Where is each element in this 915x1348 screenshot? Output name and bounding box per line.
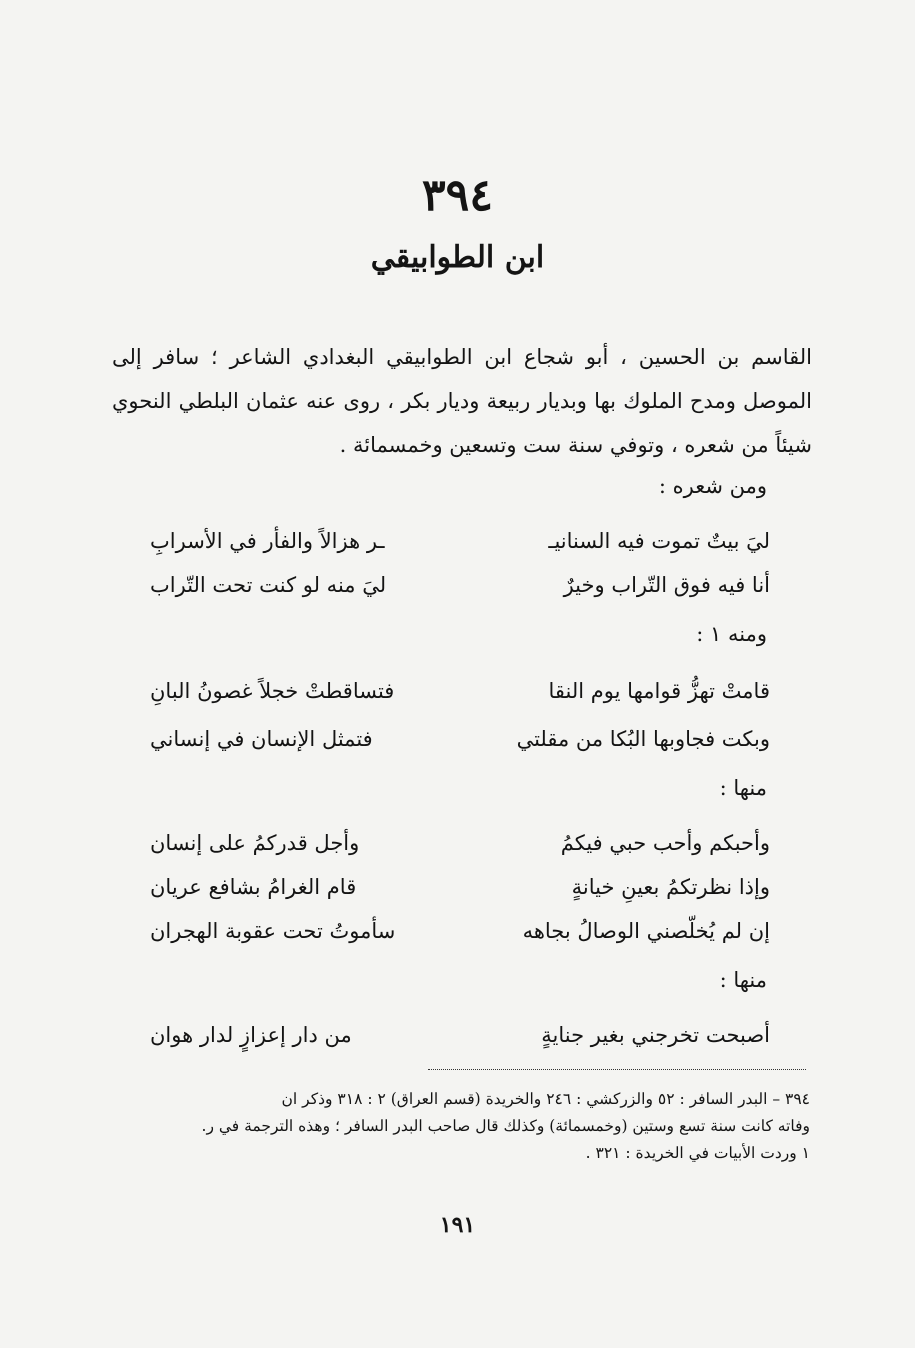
verse-first-hemistich: وأحبكم وأحب حبي فيكمُ [560,831,770,855]
footnote-separator [428,1069,806,1070]
verse-second-hemistich: قام الغرامُ بشافع عريان [150,875,357,899]
verse-first-hemistich: وإذا نظرتكمُ بعينِ خيانةٍ [571,875,770,899]
verse-second-hemistich: فتمثل الإنسان في إنساني [150,727,373,751]
poem-intro-label: منها : [719,776,767,800]
verse-first-hemistich: أنا فيه فوق التّراب وخيرٌ [563,573,770,597]
verse-first-hemistich: وبكت فجاوبها البُكا من مقلتي [516,727,770,751]
verse-line [150,518,770,564]
verse-line [150,820,770,866]
verse-second-hemistich: فتساقطتْ خجلاً غصونُ البانِ [150,679,395,703]
verse-line [150,668,770,714]
verse-line [150,562,770,608]
poem-intro-label: منها : [719,968,767,992]
verse-second-hemistich: ليَ منه لو كنت تحت التّراب [150,573,387,597]
verse-second-hemistich: من دار إعزازٍ لدار هوان [150,1023,352,1047]
verse-second-hemistich: وأجل قدركمُ على إنسان [150,831,360,855]
verse-second-hemistich: سأموتُ تحت عقوبة الهجران [150,919,396,943]
footnote-one: ١ وردت الأبيات في الخريدة : ٣٢١ . [585,1144,810,1162]
poem-intro-label: ومن شعره : [658,474,767,498]
verse-line [150,908,770,954]
verse-first-hemistich: قامتْ تهزُّ قوامها يوم النقا [548,679,770,703]
entry-number: ٣٩٤ [422,170,493,221]
verse-first-hemistich: إن لم يُخلّصني الوصالُ بجاهه [522,919,770,943]
footnote-source-line: وفاته كانت سنة تسع وستين (وخمسمائة) وكذلك قال صاحب البدر السافر ؛ وهذه الترجمة في ر. [201,1117,810,1135]
verse-line [150,864,770,910]
verse-line [150,1012,770,1058]
verse-first-hemistich: ليَ بيتٌ تموت فيه السنانيـ [548,529,770,553]
footnote-source-line: ٣٩٤ – البدر السافر : ٥٢ والزركشي : ٢٤٦ والخريدة (قسم العراق) ٢ : ٣١٨ وذكر ان [281,1090,810,1108]
biography-paragraph: القاسم بن الحسين ، أبو شجاع ابن الطوابيقي البغدادي الشاعر ؛ سافر إلى الموصل ومدح الملوك بها وبديار ربيعة وديار بكر ، روى عنه عثمان البلطي النحوي شيئاً من شعره ، وتوفي سنة ست وتسعين وخمسمائة . [112,345,812,457]
verse-line [150,716,770,762]
page-number: ١٩١ [439,1212,476,1238]
verse-first-hemistich: أصبحت تخرجني بغير جنايةٍ [541,1023,770,1047]
verse-second-hemistich: ـر هزالاً والفأر في الأسرابِ [150,529,385,553]
entry-title: ابن الطوابيقي [370,240,545,275]
poem-intro-label: ومنه ١ : [696,622,767,646]
footnotes [115,1086,810,1167]
